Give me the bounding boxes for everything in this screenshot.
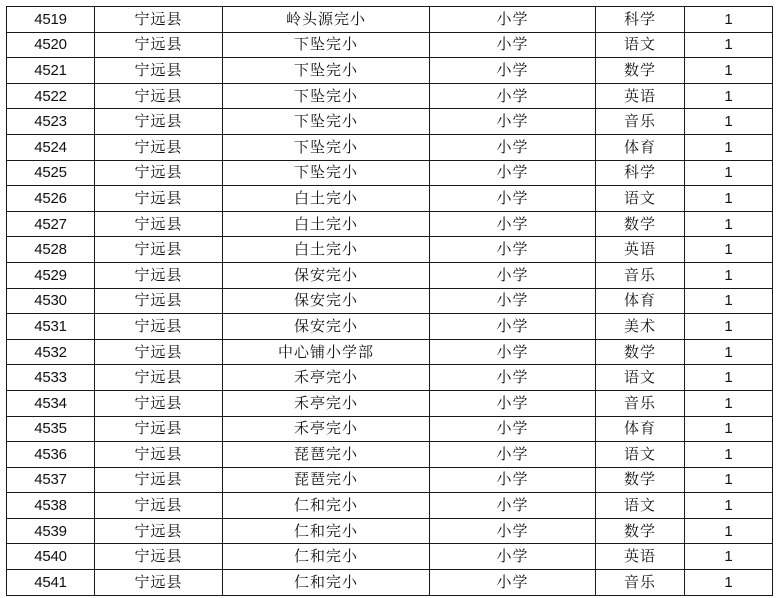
table-row <box>7 544 773 570</box>
cell-school-level: 小学 <box>430 83 596 109</box>
cell-school: 禾亭完小 <box>223 365 430 391</box>
cell-subject: 数学 <box>596 211 685 237</box>
cell-school: 保安完小 <box>223 314 430 340</box>
cell-subject: 语文 <box>596 442 685 468</box>
cell-position-id: 4526 <box>7 186 95 212</box>
table-row <box>7 58 773 84</box>
cell-subject: 音乐 <box>596 262 685 288</box>
cell-position-id: 4523 <box>7 109 95 135</box>
cell-school-level: 小学 <box>430 518 596 544</box>
cell-school-level: 小学 <box>430 237 596 263</box>
cell-county: 宁远县 <box>95 442 223 468</box>
cell-subject: 英语 <box>596 83 685 109</box>
cell-count: 1 <box>685 339 773 365</box>
cell-subject: 英语 <box>596 544 685 570</box>
table-row <box>7 7 773 33</box>
cell-county: 宁远县 <box>95 262 223 288</box>
cell-subject: 语文 <box>596 186 685 212</box>
cell-county: 宁远县 <box>95 365 223 391</box>
cell-count: 1 <box>685 109 773 135</box>
table-row <box>7 186 773 212</box>
cell-position-id: 4519 <box>7 7 95 33</box>
table-row <box>7 467 773 493</box>
cell-school: 白土完小 <box>223 186 430 212</box>
cell-school-level: 小学 <box>430 544 596 570</box>
cell-subject: 数学 <box>596 339 685 365</box>
cell-county: 宁远县 <box>95 518 223 544</box>
table-row <box>7 237 773 263</box>
cell-school: 禾亭完小 <box>223 390 430 416</box>
cell-school: 下坠完小 <box>223 160 430 186</box>
cell-school-level: 小学 <box>430 365 596 391</box>
cell-county: 宁远县 <box>95 416 223 442</box>
table-row <box>7 442 773 468</box>
cell-position-id: 4538 <box>7 493 95 519</box>
cell-school: 琵琶完小 <box>223 442 430 468</box>
cell-count: 1 <box>685 262 773 288</box>
cell-county: 宁远县 <box>95 314 223 340</box>
cell-school-level: 小学 <box>430 570 596 596</box>
cell-position-id: 4529 <box>7 262 95 288</box>
cell-count: 1 <box>685 134 773 160</box>
cell-subject: 美术 <box>596 314 685 340</box>
cell-county: 宁远县 <box>95 570 223 596</box>
table-row <box>7 211 773 237</box>
cell-count: 1 <box>685 442 773 468</box>
table-row <box>7 83 773 109</box>
cell-count: 1 <box>685 570 773 596</box>
cell-subject: 音乐 <box>596 109 685 135</box>
cell-school-level: 小学 <box>430 211 596 237</box>
cell-count: 1 <box>685 32 773 58</box>
cell-position-id: 4522 <box>7 83 95 109</box>
cell-school-level: 小学 <box>430 58 596 84</box>
cell-subject: 体育 <box>596 134 685 160</box>
cell-school-level: 小学 <box>430 160 596 186</box>
cell-school: 禾亭完小 <box>223 416 430 442</box>
cell-school-level: 小学 <box>430 109 596 135</box>
cell-position-id: 4521 <box>7 58 95 84</box>
cell-count: 1 <box>685 58 773 84</box>
cell-school: 仁和完小 <box>223 493 430 519</box>
cell-school: 下坠完小 <box>223 83 430 109</box>
cell-count: 1 <box>685 211 773 237</box>
cell-county: 宁远县 <box>95 237 223 263</box>
cell-county: 宁远县 <box>95 211 223 237</box>
cell-school-level: 小学 <box>430 390 596 416</box>
cell-county: 宁远县 <box>95 134 223 160</box>
cell-county: 宁远县 <box>95 493 223 519</box>
cell-count: 1 <box>685 160 773 186</box>
cell-position-id: 4541 <box>7 570 95 596</box>
table-row <box>7 32 773 58</box>
cell-school-level: 小学 <box>430 467 596 493</box>
cell-subject: 音乐 <box>596 390 685 416</box>
cell-county: 宁远县 <box>95 7 223 33</box>
cell-county: 宁远县 <box>95 109 223 135</box>
cell-subject: 数学 <box>596 467 685 493</box>
cell-position-id: 4530 <box>7 288 95 314</box>
cell-school: 保安完小 <box>223 262 430 288</box>
table-row <box>7 160 773 186</box>
cell-county: 宁远县 <box>95 83 223 109</box>
cell-county: 宁远县 <box>95 32 223 58</box>
cell-school-level: 小学 <box>430 134 596 160</box>
table-row <box>7 493 773 519</box>
cell-subject: 科学 <box>596 160 685 186</box>
cell-county: 宁远县 <box>95 544 223 570</box>
cell-subject: 数学 <box>596 58 685 84</box>
cell-subject: 音乐 <box>596 570 685 596</box>
cell-count: 1 <box>685 416 773 442</box>
cell-position-id: 4535 <box>7 416 95 442</box>
cell-count: 1 <box>685 7 773 33</box>
cell-school: 仁和完小 <box>223 570 430 596</box>
cell-position-id: 4531 <box>7 314 95 340</box>
cell-count: 1 <box>685 83 773 109</box>
table-row <box>7 314 773 340</box>
table-row <box>7 416 773 442</box>
cell-school-level: 小学 <box>430 416 596 442</box>
cell-school: 仁和完小 <box>223 544 430 570</box>
cell-school: 白土完小 <box>223 211 430 237</box>
cell-school-level: 小学 <box>430 493 596 519</box>
cell-county: 宁远县 <box>95 467 223 493</box>
cell-county: 宁远县 <box>95 186 223 212</box>
cell-count: 1 <box>685 237 773 263</box>
cell-count: 1 <box>685 365 773 391</box>
recruitment-table <box>6 6 773 596</box>
cell-position-id: 4525 <box>7 160 95 186</box>
cell-count: 1 <box>685 518 773 544</box>
cell-school: 仁和完小 <box>223 518 430 544</box>
cell-position-id: 4524 <box>7 134 95 160</box>
cell-school-level: 小学 <box>430 262 596 288</box>
cell-subject: 体育 <box>596 288 685 314</box>
cell-subject: 语文 <box>596 32 685 58</box>
table-row <box>7 365 773 391</box>
cell-position-id: 4520 <box>7 32 95 58</box>
table-row <box>7 339 773 365</box>
cell-position-id: 4528 <box>7 237 95 263</box>
cell-school-level: 小学 <box>430 339 596 365</box>
table-row <box>7 109 773 135</box>
cell-subject: 语文 <box>596 365 685 391</box>
cell-school: 中心铺小学部 <box>223 339 430 365</box>
table-row <box>7 570 773 596</box>
cell-school-level: 小学 <box>430 288 596 314</box>
cell-county: 宁远县 <box>95 58 223 84</box>
table-row <box>7 518 773 544</box>
cell-county: 宁远县 <box>95 390 223 416</box>
cell-school: 下坠完小 <box>223 58 430 84</box>
cell-position-id: 4540 <box>7 544 95 570</box>
cell-subject: 体育 <box>596 416 685 442</box>
cell-position-id: 4527 <box>7 211 95 237</box>
table-row <box>7 390 773 416</box>
cell-position-id: 4534 <box>7 390 95 416</box>
table-row <box>7 134 773 160</box>
cell-position-id: 4533 <box>7 365 95 391</box>
cell-school: 琵琶完小 <box>223 467 430 493</box>
cell-school: 下坠完小 <box>223 109 430 135</box>
cell-subject: 科学 <box>596 7 685 33</box>
cell-count: 1 <box>685 493 773 519</box>
cell-position-id: 4536 <box>7 442 95 468</box>
table-body <box>7 7 773 596</box>
cell-county: 宁远县 <box>95 160 223 186</box>
cell-school-level: 小学 <box>430 32 596 58</box>
cell-position-id: 4539 <box>7 518 95 544</box>
table-row <box>7 288 773 314</box>
cell-school-level: 小学 <box>430 186 596 212</box>
cell-subject: 语文 <box>596 493 685 519</box>
cell-school: 岭头源完小 <box>223 7 430 33</box>
cell-school: 保安完小 <box>223 288 430 314</box>
cell-county: 宁远县 <box>95 339 223 365</box>
cell-school: 白土完小 <box>223 237 430 263</box>
cell-school-level: 小学 <box>430 442 596 468</box>
cell-count: 1 <box>685 544 773 570</box>
cell-count: 1 <box>685 186 773 212</box>
cell-count: 1 <box>685 314 773 340</box>
cell-count: 1 <box>685 390 773 416</box>
cell-county: 宁远县 <box>95 288 223 314</box>
cell-subject: 英语 <box>596 237 685 263</box>
cell-school: 下坠完小 <box>223 134 430 160</box>
cell-school: 下坠完小 <box>223 32 430 58</box>
cell-position-id: 4537 <box>7 467 95 493</box>
cell-school-level: 小学 <box>430 314 596 340</box>
cell-position-id: 4532 <box>7 339 95 365</box>
table-row <box>7 262 773 288</box>
cell-count: 1 <box>685 467 773 493</box>
cell-count: 1 <box>685 288 773 314</box>
cell-subject: 数学 <box>596 518 685 544</box>
cell-school-level: 小学 <box>430 7 596 33</box>
